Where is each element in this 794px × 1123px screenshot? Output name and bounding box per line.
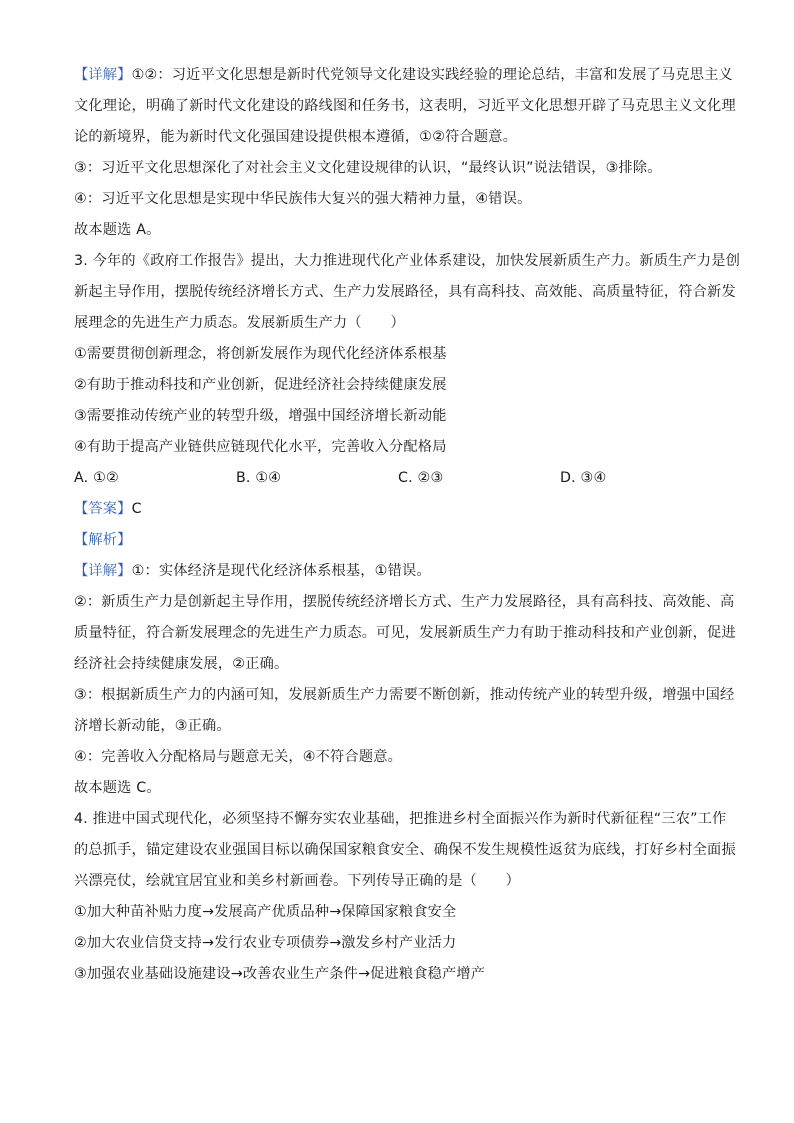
q3-detail-line-4: 经济社会持续健康发展，②正确。 [74, 656, 289, 672]
option-a: A. ①② [74, 470, 119, 486]
answer-value: C [131, 501, 142, 517]
q3-statement-3: ③需要推动传统产业的转型升级，增强中国经济增长新动能 [74, 408, 447, 424]
q3-detail-line-5: ③：根据新质生产力的内涵可知，发展新质生产力需要不断创新，推动传统产业的转型升级，增强中国经 [74, 687, 735, 703]
q3-stem-line-2: 新起主导作用，摆脱传统经济增长方式、生产力发展路径，具有高科技、高效能、高质量特征，符合新发 [74, 284, 736, 300]
q3-options [74, 463, 722, 494]
q3-detail-line-1: 【详解】①：实体经济是现代化经济体系根基，①错误。 [74, 563, 431, 579]
q4-stem-line-1: 4. 推进中国式现代化，必须坚持不懈夯实农业基础，把推进乡村全面振兴作为新时代新征程“三农”工作 [74, 811, 727, 827]
document-page [74, 60, 741, 990]
detail-tag: 【详解】 [74, 563, 132, 579]
q3-analysis-heading [74, 525, 722, 556]
q4-statement-2: ②加大农业信贷支持→发行农业专项债券→激发乡村产业活力 [74, 935, 457, 951]
q2-detail-line-1: 【详解】①②：习近平文化思想是新时代党领导文化建设实践经验的理论总结，丰富和发展了马克思主义 [74, 67, 733, 83]
option-d: D. ③④ [560, 470, 607, 486]
q3-answer [74, 494, 722, 525]
q2-detail-line-5: ④：习近平文化思想是实现中华民族伟大复兴的强大精神力量，④错误。 [74, 191, 532, 207]
detail-tag: 【详解】 [74, 67, 132, 83]
answer-tag: 【答案】 [74, 501, 132, 517]
option-c: C. ②③ [398, 470, 444, 486]
q4-statement-1: ①加大种苗补贴力度→发展高产优质品种→保障国家粮食安全 [74, 904, 457, 920]
q3-statement-4: ④有助于提高产业链供应链现代化水平，完善收入分配格局 [74, 439, 447, 455]
q3-detail-line-7: ④：完善收入分配格局与题意无关，④不符合题意。 [74, 749, 402, 765]
q2-detail-line-4: ③：习近平文化思想深化了对社会主义文化建设规律的认识，“最终认识”说法错误，③排除。 [74, 160, 662, 176]
q3-conclusion: 故本题选 C。 [74, 780, 161, 796]
q3-detail-line-2: ②：新质生产力是创新起主导作用，摆脱传统经济增长方式、生产力发展路径，具有高科技、高效能、高 [74, 594, 735, 610]
q2-detail-line-3: 论的新境界，能为新时代文化强国建设提供根本遵循，①②符合题意。 [74, 129, 518, 145]
analysis-tag: 【解析】 [74, 532, 132, 548]
q4-stem-line-3: 兴漂亮仗，绘就宜居宜业和美乡村新画卷。下列传导正确的是（ ） [74, 873, 521, 889]
q4-stem-line-2: 的总抓手，锚定建设农业强国目标以确保国家粮食安全、确保不发生规模性返贫为底线，打好乡村全面振 [74, 842, 736, 858]
q3-detail-line-6: 济增长新动能，③正确。 [74, 718, 231, 734]
q3-detail-line-3: 质量特征，符合新发展理念的先进生产力质态。可见，发展新质生产力有助于推动科技和产业创新，促进 [74, 625, 736, 641]
q3-stem-line-1: 3. 今年的《政府工作报告》提出，大力推进现代化产业体系建设，加快发展新质生产力。新质生产力是创 [74, 253, 741, 269]
q2-conclusion: 故本题选 A。 [74, 222, 161, 238]
q2-detail-line-2: 文化理论，明确了新时代文化建设的路线图和任务书，这表明，习近平文化思想开辟了马克思主义文化理 [74, 98, 736, 114]
option-b: B. ①④ [236, 470, 282, 486]
q3-statement-1: ①需要贯彻创新理念，将创新发展作为现代化经济体系根基 [74, 346, 447, 362]
q4-statement-3: ③加强农业基础设施建设→改善农业生产条件→促进粮食稳产增产 [74, 966, 486, 982]
q3-stem-line-3: 展理念的先进生产力质态。发展新质生产力（ ） [74, 315, 405, 331]
q3-statement-2: ②有助于推动科技和产业创新，促进经济社会持续健康发展 [74, 377, 447, 393]
